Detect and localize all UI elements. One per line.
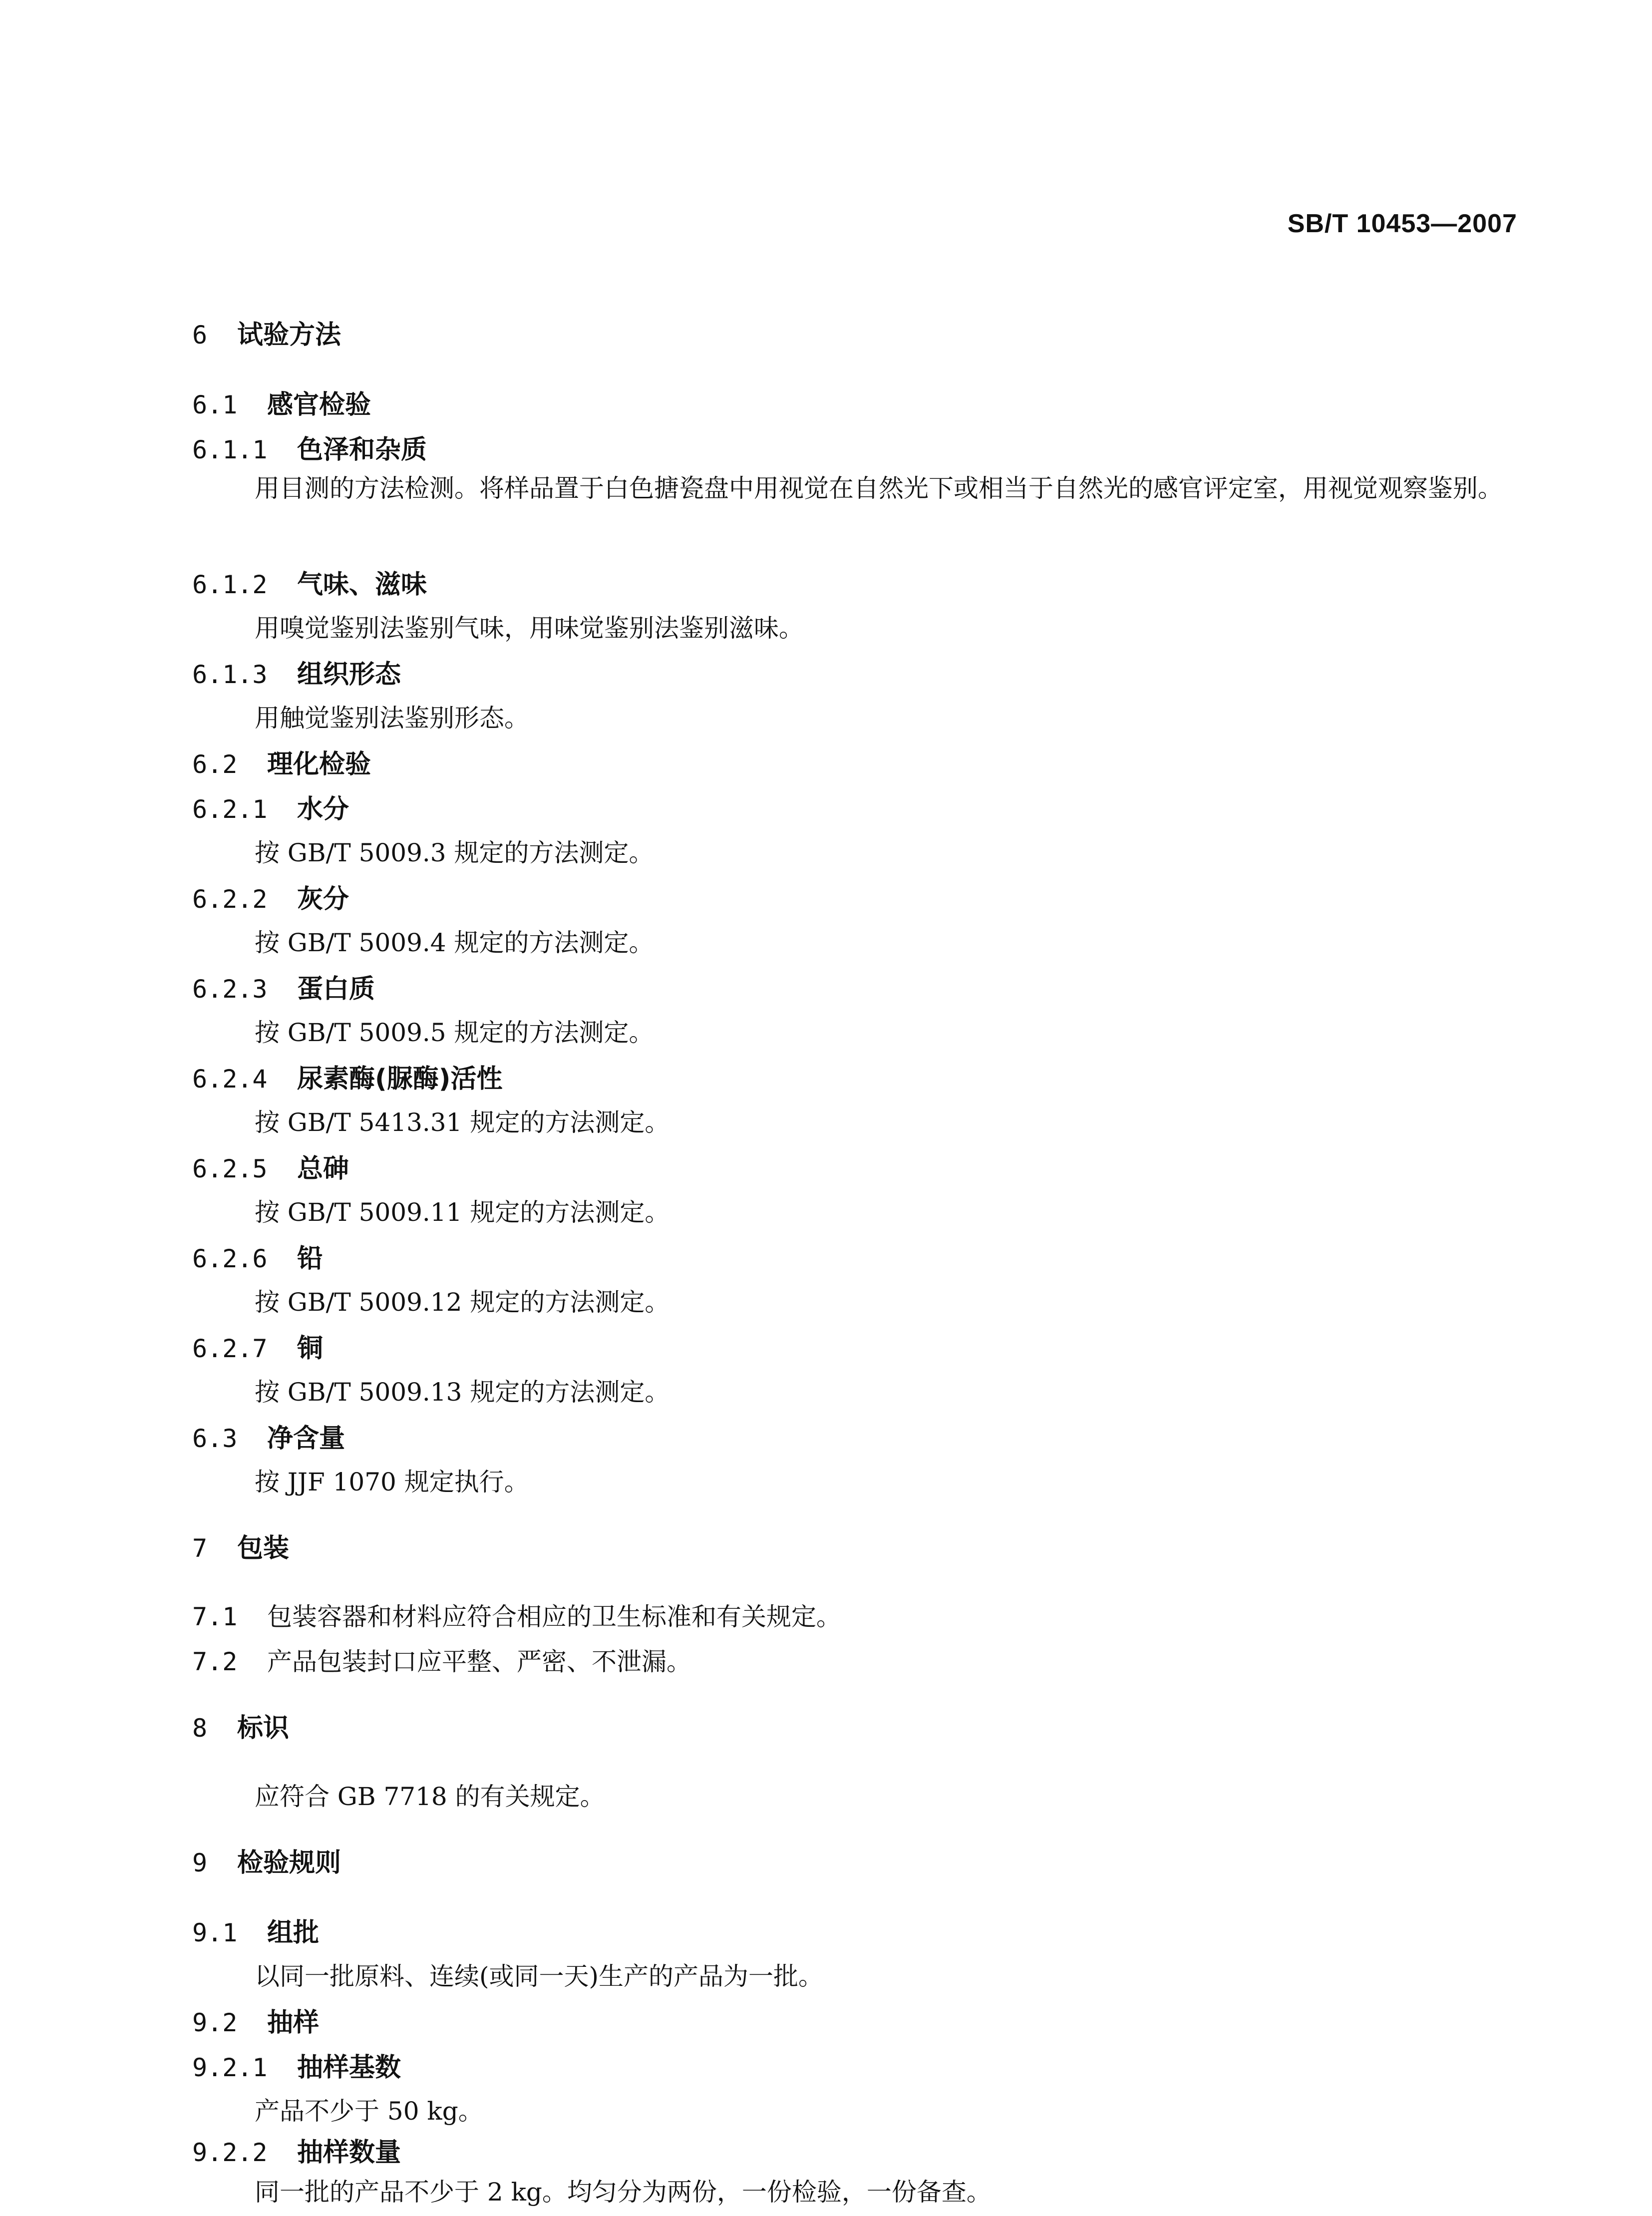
subsection-heading — [192, 878, 349, 915]
section-number: 6.2 — [192, 750, 238, 779]
section-title: 净含量 — [267, 1424, 345, 1454]
body-text: 同一批的产品不少于 2 kg。均匀分为两份，一份检验，一份备查。 — [255, 2178, 991, 2207]
subsection-heading — [192, 2046, 401, 2084]
section-number: 6.1.3 — [192, 660, 268, 689]
section-number: 6.1.2 — [192, 570, 268, 599]
section-title: 组织形态 — [297, 660, 401, 690]
section-number: 6.1.1 — [192, 435, 268, 464]
standard-code: SB/T 10453—2007 — [1287, 209, 1517, 238]
section-heading — [192, 1842, 341, 1879]
section-heading — [192, 743, 371, 780]
section-title: 铅 — [297, 1244, 324, 1274]
clause-line — [192, 1597, 841, 1633]
subsection-heading — [192, 653, 401, 691]
section-heading — [192, 1707, 289, 1744]
subsection-heading — [192, 1147, 349, 1185]
section-title: 尿素酶(脲酶)活性 — [297, 1064, 503, 1094]
section-heading — [192, 1527, 289, 1564]
section-number: 6.3 — [192, 1424, 238, 1453]
body-text: 产品不少于 50 kg。 — [255, 2097, 483, 2126]
section-title: 检验规则 — [237, 1848, 341, 1878]
section-number: 7.2 — [192, 1647, 238, 1676]
section-number: 6.2.6 — [192, 1244, 268, 1273]
body-text: 按 GB/T 5009.3 规定的方法测定。 — [255, 838, 654, 867]
section-title: 抽样数量 — [297, 2138, 401, 2168]
section-title: 理化检验 — [267, 749, 371, 779]
body-text: 按 GB/T 5009.4 规定的方法测定。 — [255, 928, 654, 957]
section-number: 8 — [192, 1714, 208, 1743]
section-title: 铜 — [297, 1334, 324, 1364]
body-text: 按 GB/T 5009.13 规定的方法测定。 — [255, 1378, 670, 1407]
section-title: 组批 — [267, 1918, 320, 1948]
section-number: 6.2.4 — [192, 1065, 268, 1094]
section-title: 试验方法 — [237, 320, 341, 350]
section-number: 6.2.1 — [192, 795, 268, 824]
section-number: 6 — [192, 321, 208, 350]
section-title: 蛋白质 — [297, 974, 375, 1004]
section-number: 6.1 — [192, 390, 238, 419]
section-title: 总砷 — [297, 1154, 349, 1184]
body-text: 按 GB/T 5009.5 规定的方法测定。 — [255, 1018, 654, 1047]
body-text: 包装容器和材料应符合相应的卫生标准和有关规定。 — [267, 1602, 841, 1631]
section-title: 气味、滋味 — [297, 570, 427, 600]
section-number: 7 — [192, 1534, 208, 1563]
section-number: 7.1 — [192, 1602, 238, 1631]
section-heading — [192, 314, 341, 351]
subsection-heading — [192, 968, 375, 1005]
body-text: 按 GB/T 5009.11 规定的方法测定。 — [255, 1198, 670, 1227]
subsection-heading — [192, 428, 427, 466]
body-text: 产品包装封口应平整、严密、不泄漏。 — [267, 1647, 691, 1676]
section-title: 包装 — [237, 1533, 290, 1563]
subsection-heading — [192, 1237, 323, 1275]
section-number: 9.1 — [192, 1918, 238, 1947]
section-number: 9 — [192, 1848, 208, 1877]
body-text: 用嗅觉鉴别法鉴别气味，用味觉鉴别法鉴别滋味。 — [255, 614, 804, 643]
body-text: 应符合 GB 7718 的有关规定。 — [255, 1782, 605, 1811]
section-title: 色泽和杂质 — [297, 435, 427, 465]
section-heading — [192, 1911, 319, 1949]
section-number: 9.2.1 — [192, 2053, 268, 2082]
section-number: 6.2.5 — [192, 1154, 268, 1183]
section-heading — [192, 1417, 345, 1455]
section-number: 6.2.3 — [192, 975, 268, 1004]
section-heading — [192, 383, 371, 421]
body-text: 按 JJF 1070 规定执行。 — [255, 1468, 529, 1496]
clause-line — [192, 1642, 691, 1678]
body-text: 按 GB/T 5413.31 规定的方法测定。 — [255, 1108, 670, 1137]
section-title: 抽样基数 — [297, 2053, 401, 2083]
section-title: 感官检验 — [267, 390, 371, 420]
section-number: 9.2.2 — [192, 2138, 268, 2167]
body-text: 用触觉鉴别法鉴别形态。 — [255, 704, 529, 733]
subsection-heading — [192, 788, 349, 825]
body-text: 以同一批原料、连续(或同一天)生产的产品为一批。 — [255, 1962, 824, 1991]
section-title: 抽样 — [267, 2008, 320, 2038]
section-number: 6.2.2 — [192, 885, 268, 914]
section-number: 9.2 — [192, 2008, 238, 2037]
section-number: 6.2.7 — [192, 1334, 268, 1363]
subsection-heading — [192, 1058, 503, 1095]
subsection-heading — [192, 563, 427, 601]
section-title: 水分 — [297, 794, 349, 824]
body-text: 按 GB/T 5009.12 规定的方法测定。 — [255, 1288, 670, 1317]
body-paragraph: 用目测的方法检测。将样品置于白色搪瓷盘中用视觉在自然光下或相当于自然光的感官评定室，用视觉观察鉴别。 — [255, 474, 1503, 503]
section-heading — [192, 2001, 319, 2039]
section-title: 灰分 — [297, 884, 349, 914]
section-title: 标识 — [237, 1713, 290, 1743]
subsection-heading — [192, 2131, 401, 2169]
subsection-heading — [192, 1327, 323, 1365]
